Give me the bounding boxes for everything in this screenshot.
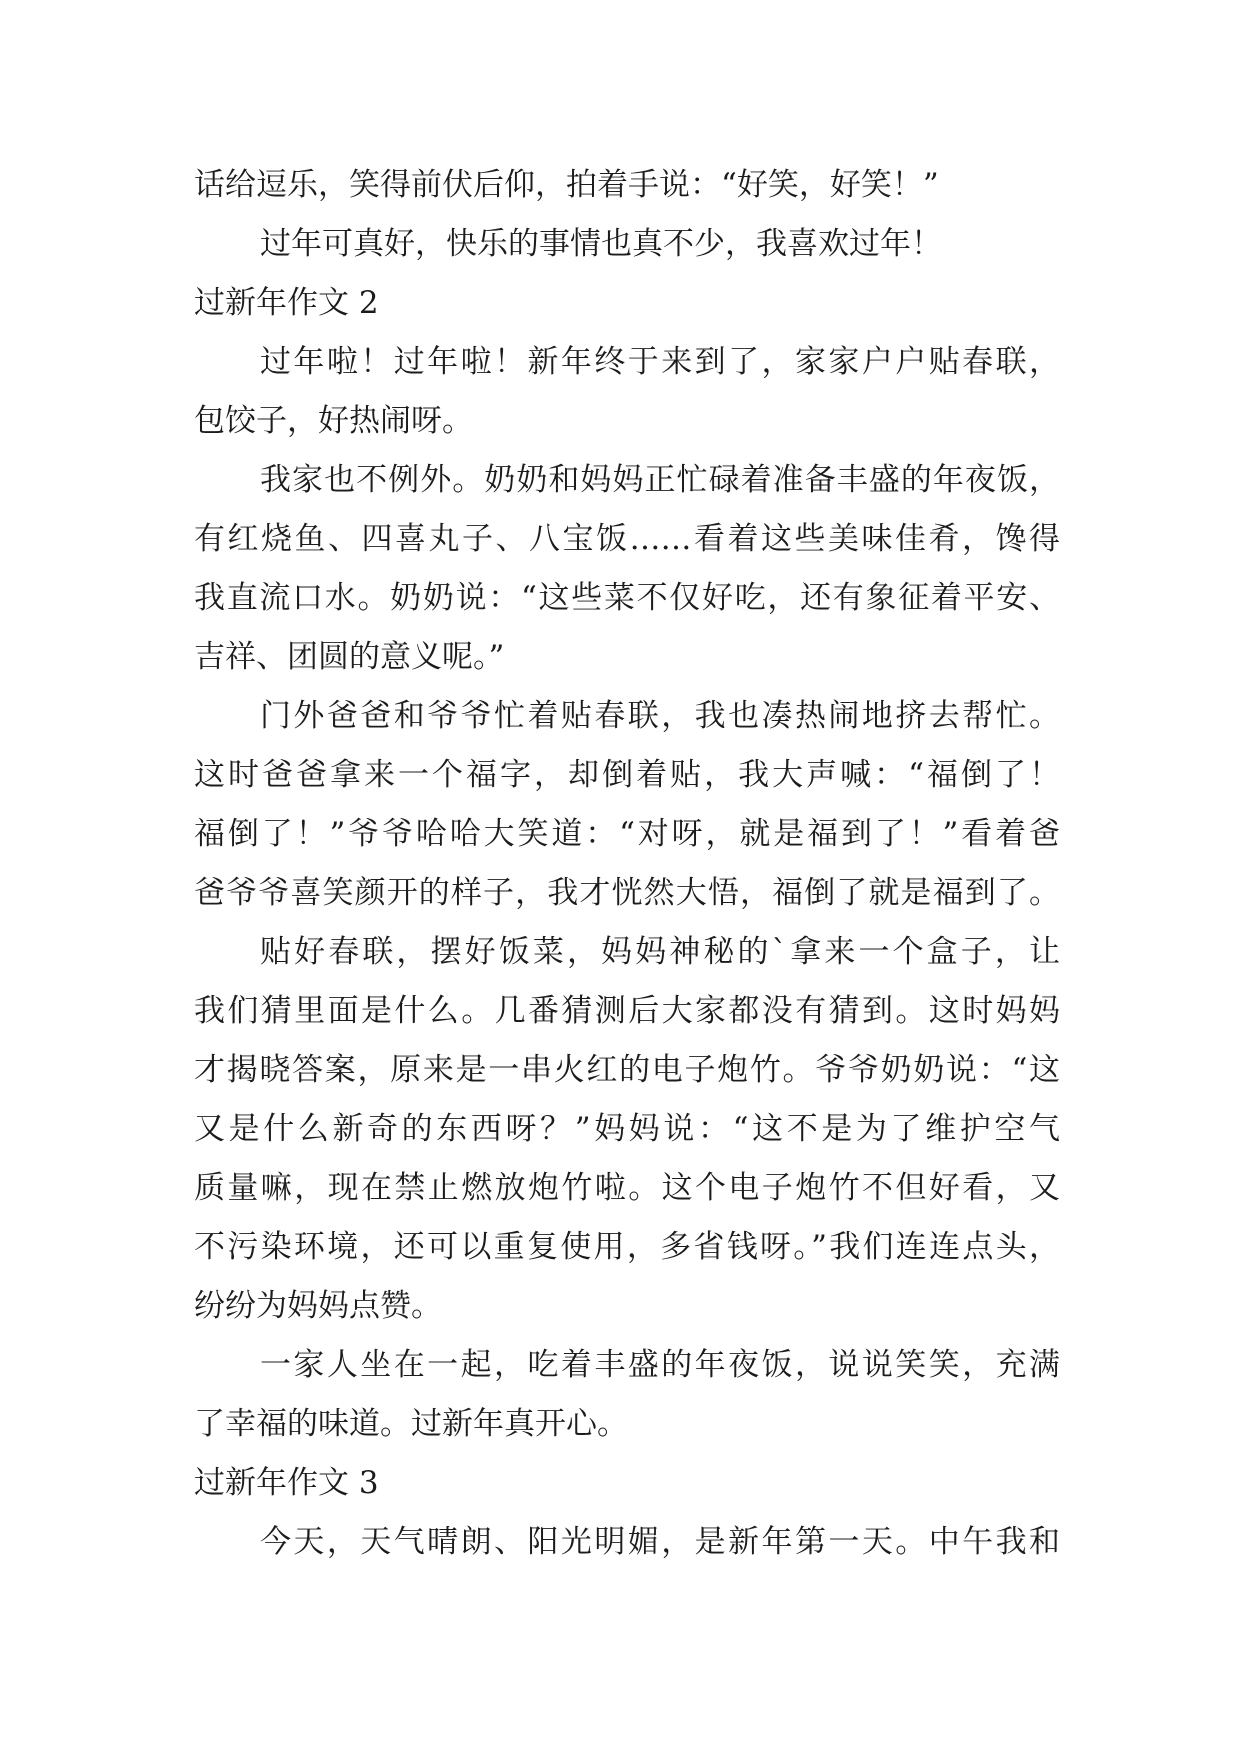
article-body	[194, 156, 1060, 1572]
text-line: 包饺子，好热闹呀。	[194, 403, 473, 439]
text-line: 一家人坐在一起，吃着丰盛的年夜饭，说说笑笑，充满	[260, 1347, 1060, 1383]
text-line: 纷纷为妈妈点赞。	[194, 1288, 442, 1324]
paragraph	[194, 156, 1060, 215]
text-line: 我直流口水。奶奶说：“这些菜不仅好吃，还有象征着平安、	[194, 580, 1060, 616]
text-line: 不污染环境，还可以重复使用，多省钱呀。”我们连连点头，	[194, 1229, 1060, 1265]
text-line: 我家也不例外。奶奶和妈妈正忙碌着准备丰盛的年夜饭，	[260, 462, 1060, 498]
text-line: 福倒了！”爷爷哈哈大笑道：“对呀，就是福到了！”看着爸	[194, 816, 1060, 852]
text-line: 话给逗乐，笑得前伏后仰，拍着手说：“好笑，好笑！”	[194, 167, 939, 203]
text-line: 我们猜里面是什么。几番猜测后大家都没有猜到。这时妈妈	[194, 993, 1060, 1029]
text-line: 这时爸爸拿来一个福字，却倒着贴，我大声喊：“福倒了！	[194, 757, 1060, 793]
paragraph	[194, 1513, 1060, 1572]
text-line: 有红烧鱼、四喜丸子、八宝饭……看着这些美味佳肴，馋得	[194, 521, 1060, 557]
text-line: 才揭晓答案，原来是一串火红的电子炮竹。爷爷奶奶说：“这	[194, 1052, 1060, 1088]
paragraph	[194, 215, 1060, 274]
text-line: 爸爷爷喜笑颜开的样子，我才恍然大悟，福倒了就是福到了。	[194, 875, 1060, 911]
text-line: 门外爸爸和爷爷忙着贴春联，我也凑热闹地挤去帮忙。	[260, 698, 1060, 734]
paragraph	[194, 451, 1060, 687]
text-line: 了幸福的味道。过新年真开心。	[194, 1406, 628, 1442]
paragraph	[194, 687, 1060, 923]
paragraph	[194, 923, 1060, 1336]
section-heading: 过新年作文 2	[194, 285, 379, 321]
text-line: 过年啦！过年啦！新年终于来到了，家家户户贴春联，	[260, 344, 1060, 380]
paragraph	[194, 1336, 1060, 1454]
text-line: 贴好春联，摆好饭菜，妈妈神秘的`拿来一个盒子，让	[260, 934, 1060, 970]
text-line: 质量嘛，现在禁止燃放炮竹啦。这个电子炮竹不但好看，又	[194, 1170, 1060, 1206]
text-line: 吉祥、团圆的意义呢。”	[194, 639, 505, 675]
section-heading: 过新年作文 3	[194, 1465, 379, 1501]
text-line: 今天，天气晴朗、阳光明媚，是新年第一天。中午我和	[260, 1524, 1060, 1560]
text-line: 过年可真好，快乐的事情也真不少，我喜欢过年！	[260, 226, 942, 262]
paragraph	[194, 333, 1060, 451]
text-line: 又是什么新奇的东西呀？”妈妈说：“这不是为了维护空气	[194, 1111, 1060, 1147]
